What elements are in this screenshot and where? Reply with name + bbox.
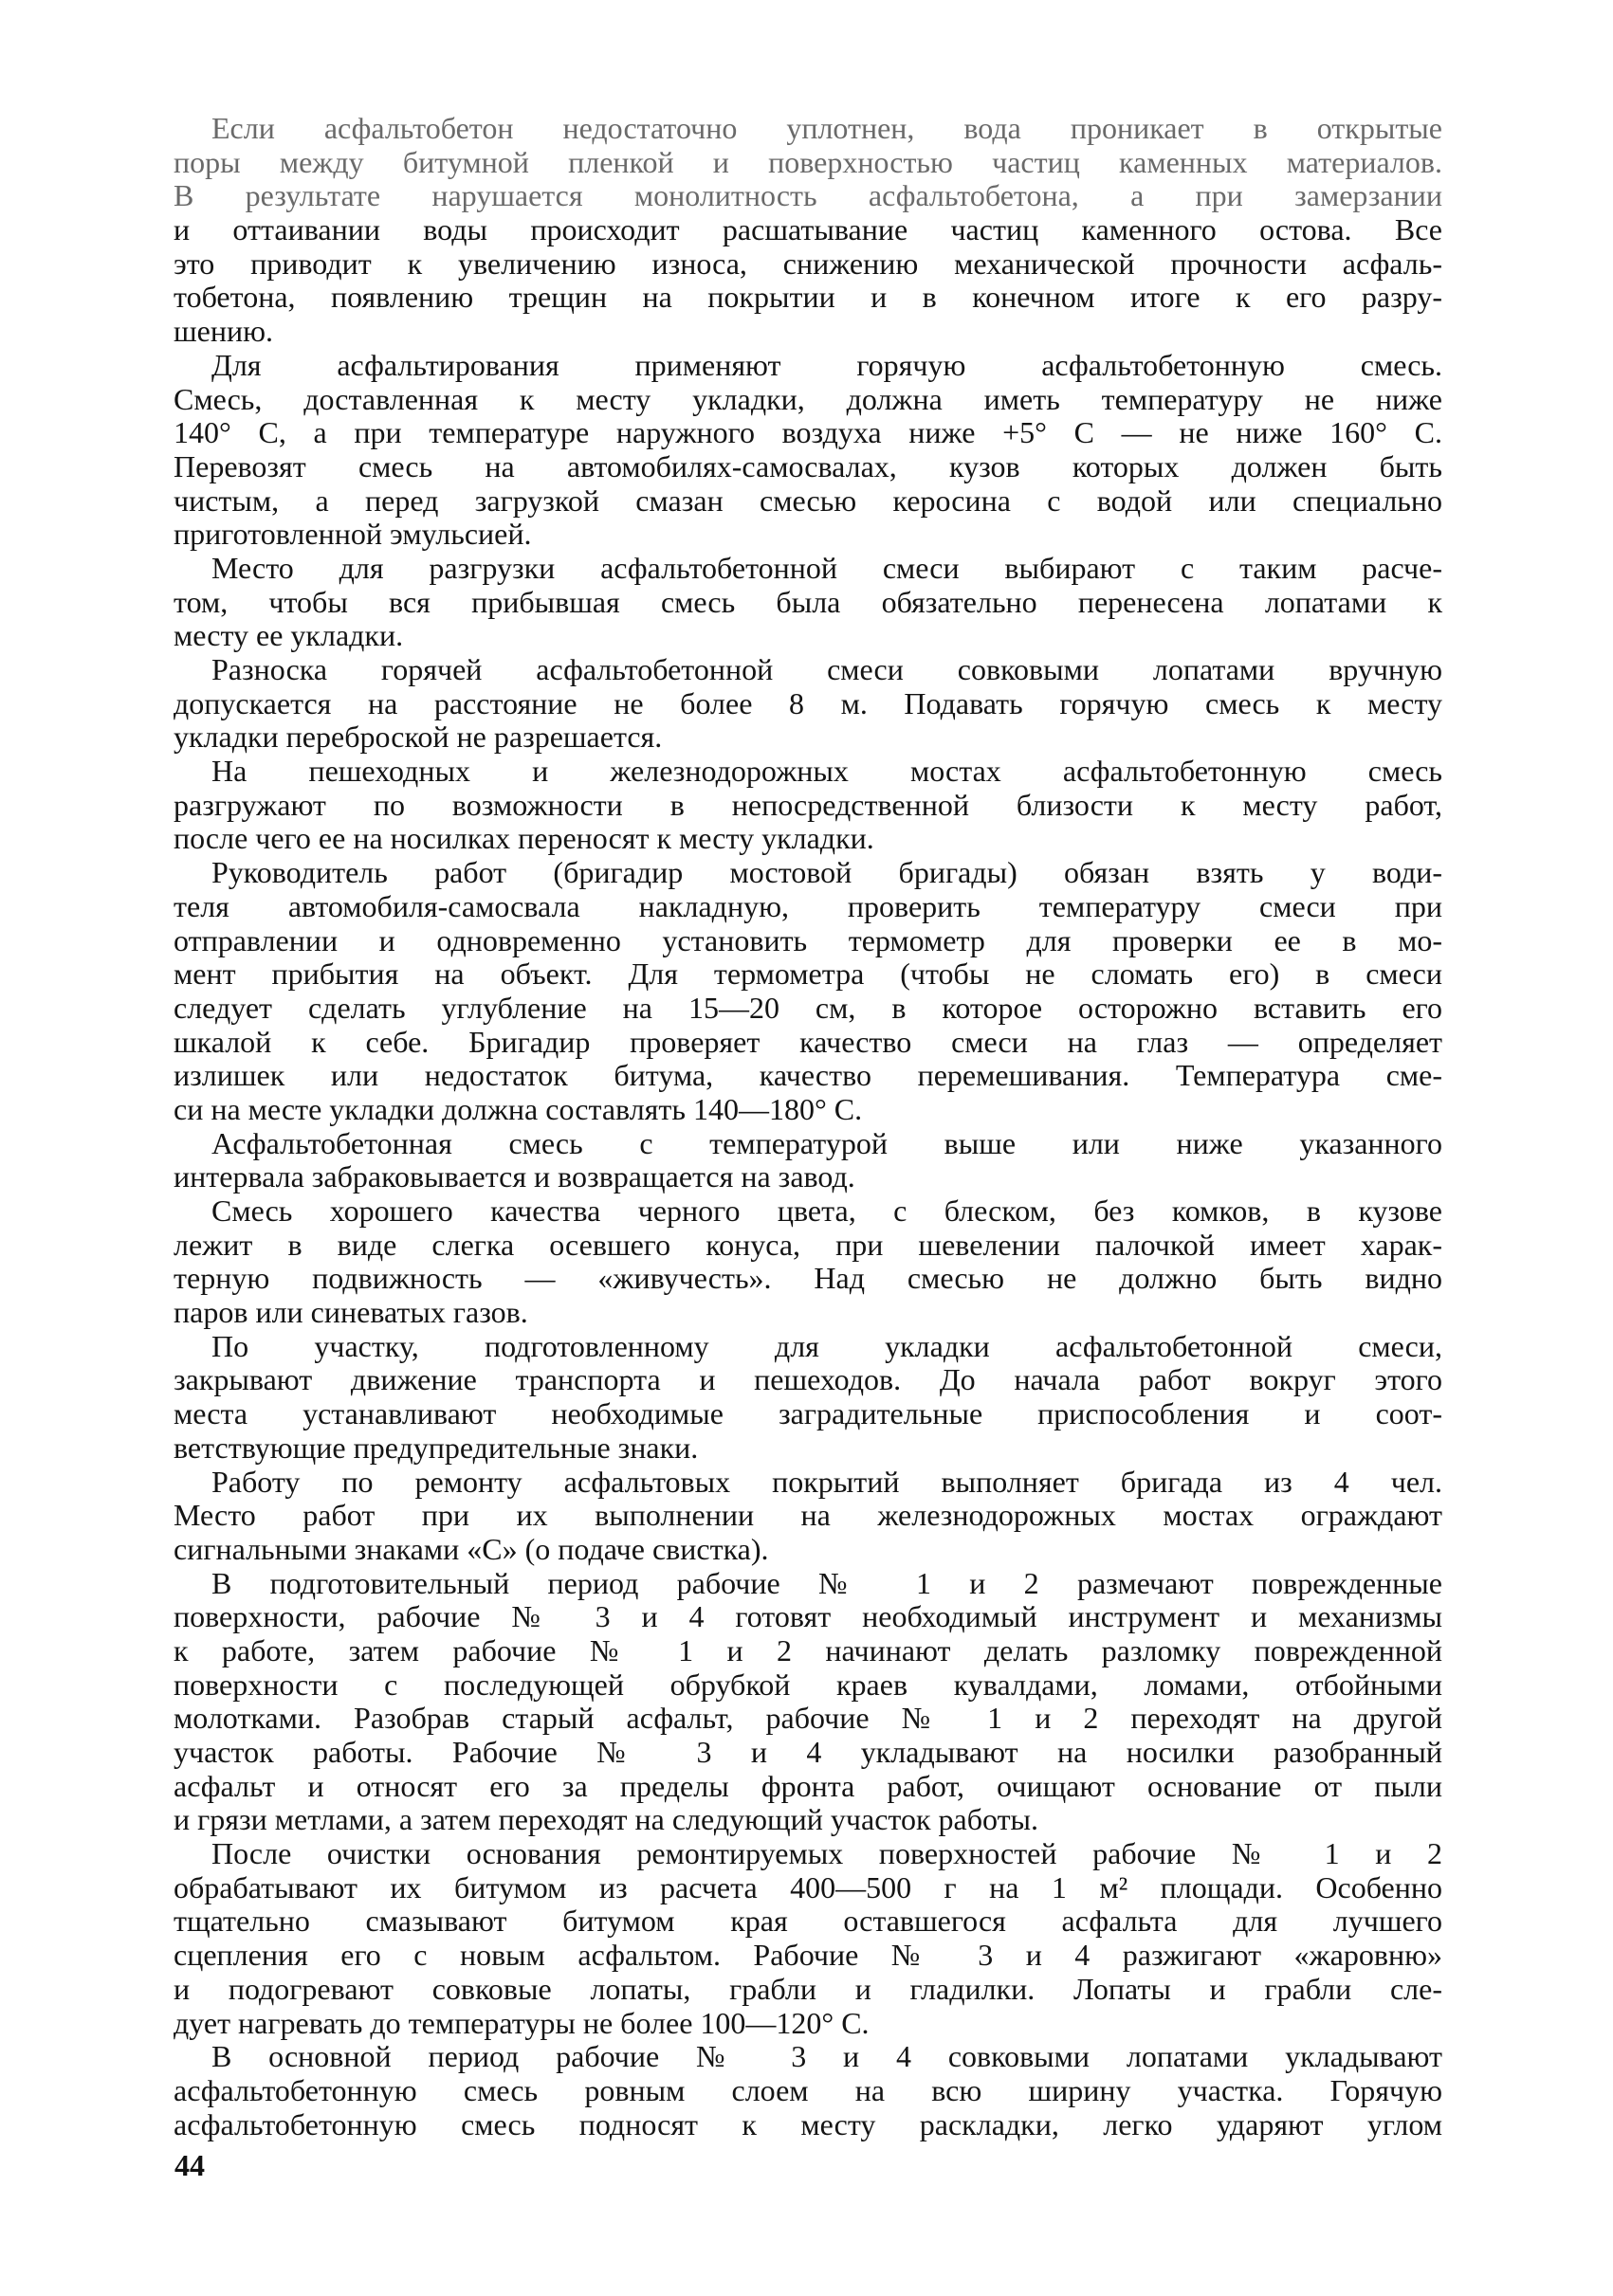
text-line: месту ее укладки.	[174, 618, 404, 653]
text-line: и подогревают совковые лопаты, грабли и гладилки. Лопаты и грабли сле-	[174, 1971, 1442, 2006]
text-line: укладки переброской не разрешается.	[174, 720, 663, 755]
text-line: 140° С, а при температуре наружного воздуха ниже +5° С — не ниже 160° С.	[174, 415, 1442, 450]
text-line: Для асфальтирования применяют горячую асфальтобетонную смесь.	[211, 347, 1442, 382]
text-line: чистым, а перед загрузкой смазан смесью керосина с водой или специально	[174, 483, 1442, 518]
text-line: После очистки основания ремонтируемых поверхностей рабочие № 1 и 2	[211, 1836, 1442, 1871]
text-line: поверхности, рабочие № 3 и 4 готовят необходимый инструмент и механизмы	[174, 1599, 1442, 1634]
paragraph	[174, 1466, 1442, 1567]
paragraph	[174, 1837, 1442, 2040]
text-line: По участку, подготовленному для укладки асфальтобетонной смеси,	[211, 1328, 1442, 1363]
text-line: это приводит к увеличению износа, снижению механической прочности асфаль-	[174, 246, 1442, 281]
text-line: сцепления его с новым асфальтом. Рабочие № 3 и 4 разжигают «жаровню»	[174, 1938, 1442, 1973]
text-line: Перевозят смесь на автомобилях-самосвалах, кузов которых должен быть	[174, 448, 1442, 483]
text-line: В результате нарушается монолитность асфальтобетона, а при замерзании	[174, 178, 1442, 213]
text-line: Смесь, доставленная к месту укладки, должна иметь температуру не ниже	[174, 381, 1442, 416]
text-line: асфальт и относят его за пределы фронта работ, очищают основание от пыли	[174, 1768, 1442, 1803]
text-line: мент прибытия на объект. Для термометра (чтобы не сломать его) в смеси	[174, 957, 1442, 992]
text-line: ветствующие предупредительные знаки.	[174, 1430, 699, 1465]
text-line: участок работы. Рабочие № 3 и 4 укладывают на носилки разобранный	[174, 1735, 1442, 1769]
text-line: теля автомобиля-самосвала накладную, проверить температуру смеси при	[174, 888, 1442, 923]
text-line: дует нагревать до температуры не более 100—120° С.	[174, 2005, 870, 2040]
text-line: На пешеходных и железнодорожных мостах асфальтобетонную смесь	[211, 754, 1442, 789]
text-line: В основной период рабочие № 3 и 4 совковыми лопатами укладывают	[211, 2039, 1442, 2074]
text-line: Смесь хорошего качества черного цвета, с блеском, без комков, в кузове	[211, 1194, 1442, 1228]
text-line: терную подвижность — «живучесть». Над смесью не должно быть видно	[174, 1261, 1442, 1296]
page-number: 44	[174, 2148, 205, 2182]
paragraph	[174, 1567, 1442, 1838]
text-line: си на месте укладки должна составлять 140—180° С.	[174, 1091, 863, 1126]
text-line: поры между битумной пленкой и поверхностью частиц каменных материалов.	[174, 144, 1442, 179]
text-line: В подготовительный период рабочие № 1 и 2 размечают поврежденные	[211, 1565, 1442, 1600]
text-line: интервала забраковывается и возвращается на завод.	[174, 1159, 855, 1194]
text-line: закрывают движение транспорта и пешеходов. До начала работ вокруг этого	[174, 1362, 1442, 1397]
text-line: после чего ее на носилках переносят к месту укладки.	[174, 821, 874, 856]
text-line: асфальтобетонную смесь ровным слоем на всю ширину участка. Горячую	[174, 2072, 1442, 2107]
text-line: асфальтобетонную смесь подносят к месту раскладки, легко ударяют углом	[174, 2106, 1442, 2141]
text-line: к работе, затем рабочие № 1 и 2 начинают делать разломку поврежденной	[174, 1632, 1442, 1667]
text-line: места устанавливают необходимые заградительные приспособления и соот-	[174, 1396, 1442, 1431]
text-line: тщательно смазывают битумом края оставшегося асфальта для лучшего	[174, 1904, 1442, 1939]
paragraph	[174, 1127, 1442, 1194]
paragraph	[174, 1330, 1442, 1466]
text-line: шкалой к себе. Бригадир проверяет качество смеси на глаз — определяет	[174, 1024, 1442, 1059]
paragraph	[174, 653, 1442, 755]
text-line: молотками. Разобрав старый асфальт, рабочие № 1 и 2 переходят на другой	[174, 1701, 1442, 1736]
text-line: отправлении и одновременно установить термометр для проверки ее в мо-	[174, 922, 1442, 957]
text-line: поверхности с последующей обрубкой краев кувалдами, ломами, отбойными	[174, 1667, 1442, 1702]
text-line: том, чтобы вся прибывшая смесь была обязательно перенесена лопатами к	[174, 584, 1442, 619]
paragraph	[174, 2040, 1442, 2141]
text-line: следует сделать углубление на 15—20 см, в которое осторожно вставить его	[174, 990, 1442, 1025]
text-line: обрабатывают их битумом из расчета 400—500 г на 1 м² площади. Особенно	[174, 1869, 1442, 1904]
text-line: лежит в виде слегка осевшего конуса, при шевелении палочкой имеет харак-	[174, 1227, 1442, 1262]
paragraph	[174, 349, 1442, 552]
text-line: шению.	[174, 314, 273, 349]
text-line: допускается на расстояние не более 8 м. Подавать горячую смесь к месту	[174, 685, 1442, 720]
text-line: Руководитель работ (бригадир мостовой бригады) обязан взять у води-	[211, 855, 1442, 890]
text-line: и грязи метлами, а затем переходят на следующий участок работы.	[174, 1802, 1039, 1837]
text-line: Место для разгрузки асфальтобетонной смеси выбирают с таким расче-	[211, 550, 1442, 585]
text-line: и оттаивании воды происходит расшатывание частиц каменного остова. Все	[174, 212, 1442, 247]
paragraph	[174, 112, 1442, 349]
page-body	[174, 112, 1442, 2141]
text-line: излишек или недостаток битума, качество перемешивания. Температура сме-	[174, 1058, 1442, 1093]
text-line: паров или синеватых газов.	[174, 1295, 528, 1330]
text-line: Если асфальтобетон недостаточно уплотнен, вода проникает в открытые	[211, 111, 1442, 145]
text-line: приготовленной эмульсией.	[174, 517, 532, 552]
text-line: Место работ при их выполнении на железнодорожных мостах ограждают	[174, 1498, 1442, 1533]
text-line: тобетона, появлению трещин на покрытии и в конечном итоге к его разру-	[174, 280, 1442, 315]
paragraph	[174, 1194, 1442, 1330]
paragraph	[174, 552, 1442, 653]
text-line: Разноска горячей асфальтобетонной смеси совковыми лопатами вручную	[211, 652, 1442, 686]
text-line: сигнальными знаками «С» (о подаче свистка).	[174, 1531, 769, 1566]
paragraph	[174, 856, 1442, 1127]
text-line: Асфальтобетонная смесь с температурой выше или ниже указанного	[211, 1125, 1442, 1160]
text-line: разгружают по возможности в непосредственной близости к месту работ,	[174, 787, 1442, 822]
text-line: Работу по ремонту асфальтовых покрытий выполняет бригада из 4 чел.	[211, 1464, 1442, 1499]
paragraph	[174, 755, 1442, 856]
